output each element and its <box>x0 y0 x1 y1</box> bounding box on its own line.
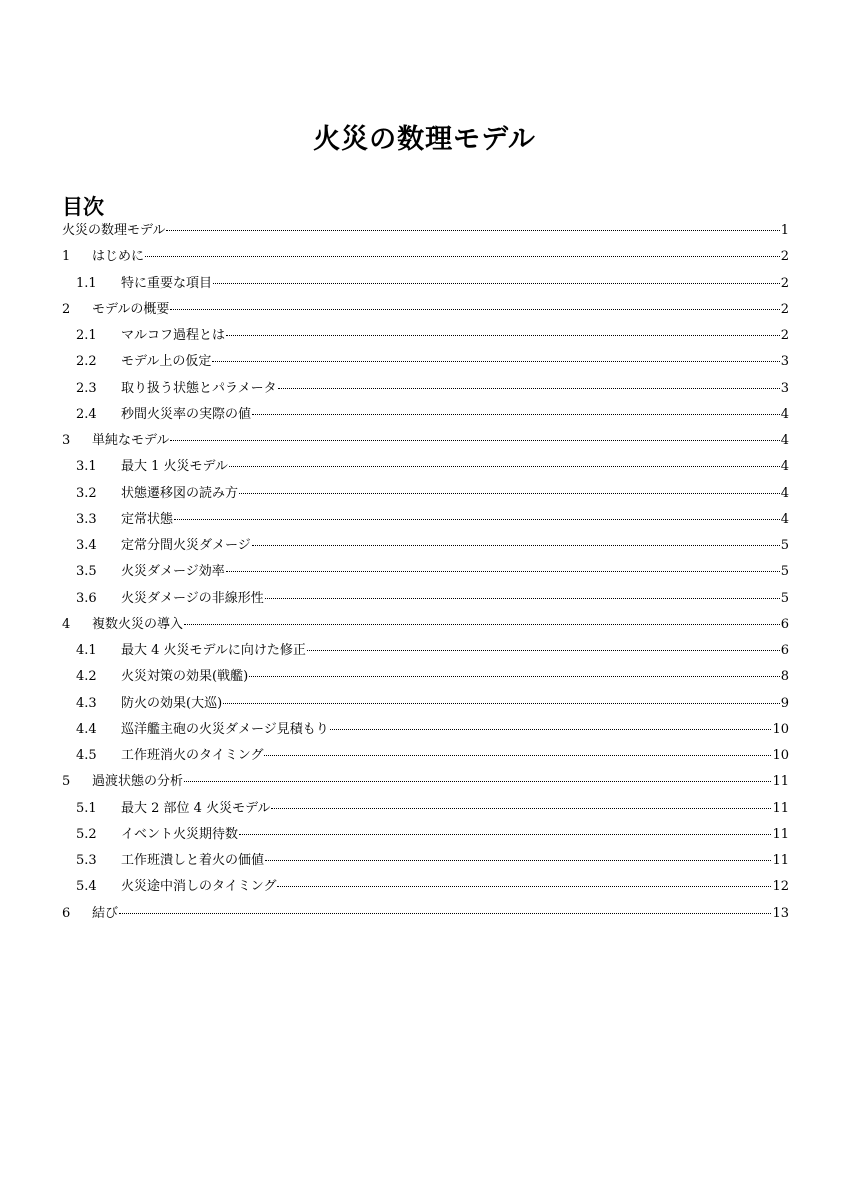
toc-dot-leader <box>277 885 771 887</box>
toc-entry[interactable] <box>62 428 789 454</box>
toc-entry-page-number[interactable]: 5 <box>780 538 789 553</box>
toc-dot-leader <box>265 597 780 599</box>
toc-entry-number: 2 <box>62 301 71 317</box>
toc-entry[interactable] <box>62 638 789 664</box>
toc-entry[interactable] <box>62 717 789 743</box>
toc-entry-title[interactable]: イベント火災期待数 <box>121 826 239 842</box>
toc-dot-leader <box>170 308 779 310</box>
toc-entry[interactable] <box>62 664 789 690</box>
toc-dot-leader <box>307 649 780 651</box>
toc-entry-number: 5.2 <box>76 826 97 842</box>
toc-entry-title[interactable]: 火災ダメージの非線形性 <box>121 590 264 606</box>
toc-entry-number: 1.1 <box>76 275 97 291</box>
toc-entry-number: 4.5 <box>76 748 97 763</box>
toc-dot-leader <box>184 623 780 625</box>
toc-entry-title[interactable]: はじめに <box>92 249 145 265</box>
toc-entry-title[interactable]: 定常分間火災ダメージ <box>121 538 251 553</box>
toc-entry-number: 3.6 <box>76 590 97 606</box>
toc-entry-page-number[interactable]: 4 <box>780 511 789 527</box>
toc-dot-leader <box>278 387 780 389</box>
toc-entry-page-number[interactable]: 9 <box>780 695 789 711</box>
toc-entry-page-number[interactable]: 10 <box>772 721 789 737</box>
toc-dot-leader <box>264 754 771 756</box>
toc-entry-number: 4.3 <box>76 695 97 711</box>
toc-entry-number: 1 <box>62 249 71 265</box>
toc-entry[interactable] <box>62 533 789 559</box>
toc-entry-title[interactable]: 最大 4 火災モデルに向けた修正 <box>121 643 306 658</box>
toc-entry-title[interactable]: 巡洋艦主砲の火災ダメージ見積もり <box>121 721 329 737</box>
toc-entry-title[interactable]: 結び <box>92 905 119 921</box>
toc-entry-page-number[interactable]: 3 <box>780 380 789 396</box>
toc-entry-page-number[interactable]: 4 <box>780 459 789 475</box>
toc-entry-page-number[interactable]: 2 <box>780 301 789 317</box>
toc-entry-number: 4.4 <box>76 721 97 737</box>
toc-entry-page-number[interactable]: 11 <box>772 853 789 868</box>
toc-entry-page-number[interactable]: 11 <box>772 800 789 816</box>
toc-entry-page-number[interactable]: 2 <box>780 275 789 291</box>
toc-dot-leader <box>174 518 780 520</box>
toc-entry-number: 4.1 <box>76 643 97 658</box>
toc-dot-leader <box>265 859 771 861</box>
toc-entry-title[interactable]: 取り扱う状態とパラメータ <box>121 380 277 396</box>
toc-dot-leader <box>213 282 780 284</box>
toc-entry-number: 5 <box>62 774 71 790</box>
toc-dot-leader <box>330 728 772 730</box>
toc-entry[interactable] <box>62 349 789 375</box>
toc-entry-page-number[interactable]: 11 <box>772 826 789 842</box>
toc-dot-leader <box>252 544 780 546</box>
toc-dot-leader <box>119 912 771 914</box>
toc-entry-page-number[interactable]: 4 <box>780 433 789 448</box>
toc-entry-page-number[interactable]: 8 <box>780 669 789 685</box>
toc-dot-leader <box>239 492 780 494</box>
toc-entry-page-number[interactable]: 2 <box>780 249 789 265</box>
toc-entry-title[interactable]: 秒間火災率の実際の値 <box>121 406 252 422</box>
toc-entry-title[interactable]: 火災ダメージ効率 <box>121 564 225 580</box>
toc-entry-number: 6 <box>62 905 71 921</box>
toc-dot-leader <box>229 465 780 467</box>
toc-entry-number: 5.4 <box>76 879 97 895</box>
toc-entry-number: 3.5 <box>76 564 97 580</box>
toc-entry-page-number[interactable]: 13 <box>772 905 789 921</box>
toc-entry-title[interactable]: 工作班消火のタイミング <box>121 748 264 763</box>
toc-entry-page-number[interactable]: 6 <box>780 616 789 632</box>
toc-entry[interactable] <box>62 901 789 927</box>
toc-entry-title[interactable]: 火災途中消しのタイミング <box>121 879 277 895</box>
toc-entry[interactable] <box>62 559 789 585</box>
toc-entry-page-number[interactable]: 1 <box>780 223 789 238</box>
toc-entry-page-number[interactable]: 6 <box>780 643 789 658</box>
toc-entry[interactable] <box>62 874 789 900</box>
toc-dot-leader <box>223 702 780 704</box>
toc-dot-leader <box>170 439 779 441</box>
toc-entry-number: 2.1 <box>76 328 97 343</box>
toc-entry-title[interactable]: モデルの概要 <box>92 301 170 317</box>
toc-entry[interactable] <box>62 769 789 795</box>
toc-entry-number: 3 <box>62 433 71 448</box>
toc-entry[interactable] <box>62 244 789 270</box>
toc-entry-title[interactable]: モデル上の仮定 <box>121 354 212 370</box>
toc-entry[interactable] <box>62 796 789 822</box>
toc-entry[interactable] <box>62 822 789 848</box>
toc-entry-number: 4 <box>62 616 71 632</box>
toc-entry[interactable] <box>62 402 789 428</box>
toc-entry-page-number[interactable]: 4 <box>780 406 789 422</box>
toc-entry-title[interactable]: 単純なモデル <box>92 433 170 448</box>
toc-heading: 目次 <box>62 195 104 220</box>
toc-entry-page-number[interactable]: 11 <box>772 774 789 790</box>
toc-entry-page-number[interactable]: 2 <box>780 328 789 343</box>
document-title: 火災の数理モデル <box>313 124 536 156</box>
toc-dot-leader <box>145 255 780 257</box>
toc-entry-page-number[interactable]: 12 <box>772 879 789 895</box>
toc-entry[interactable] <box>62 507 789 533</box>
toc-entry-title[interactable]: 特に重要な項目 <box>121 275 213 291</box>
toc-entry-number: 4.2 <box>76 669 97 685</box>
toc-dot-leader <box>184 780 771 782</box>
toc-entry[interactable] <box>62 323 789 349</box>
toc-entry-page-number[interactable]: 5 <box>780 590 789 606</box>
table-of-contents <box>62 218 789 927</box>
toc-entry-title[interactable]: 火災対策の効果(戦艦) <box>121 669 249 685</box>
toc-entry-number: 3.2 <box>76 485 97 501</box>
toc-entry-title[interactable]: 過渡状態の分析 <box>92 774 184 790</box>
toc-entry-title[interactable]: 防火の効果(大巡) <box>121 695 223 711</box>
toc-dot-leader <box>271 807 771 809</box>
toc-entry[interactable] <box>62 271 789 297</box>
toc-dot-leader <box>166 229 779 231</box>
toc-entry[interactable] <box>62 376 789 402</box>
toc-entry[interactable] <box>62 743 789 769</box>
toc-dot-leader <box>239 833 771 835</box>
toc-entry[interactable] <box>62 218 789 244</box>
toc-entry-number: 3.3 <box>76 511 97 527</box>
toc-dot-leader <box>226 334 780 336</box>
toc-entry-number: 2.2 <box>76 354 97 370</box>
toc-entry[interactable] <box>62 454 789 480</box>
toc-entry-title[interactable]: 最大 2 部位 4 火災モデル <box>121 800 271 816</box>
toc-dot-leader <box>249 675 780 677</box>
toc-entry-number: 2.3 <box>76 380 97 396</box>
toc-dot-leader <box>252 413 780 415</box>
toc-entry[interactable] <box>62 848 789 874</box>
toc-entry-title[interactable]: 状態遷移図の読み方 <box>121 485 239 501</box>
toc-entry-title[interactable]: 工作班潰しと着火の価値 <box>121 853 265 868</box>
toc-entry-number: 5.1 <box>76 800 97 816</box>
toc-entry[interactable] <box>62 586 789 612</box>
toc-entry-number: 5.3 <box>76 853 97 868</box>
toc-entry-page-number[interactable]: 5 <box>780 564 789 580</box>
toc-entry[interactable] <box>62 691 789 717</box>
toc-entry-title[interactable]: 定常状態 <box>121 511 174 527</box>
toc-entry[interactable] <box>62 481 789 507</box>
toc-entry-title[interactable]: 最大 1 火災モデル <box>121 459 228 475</box>
toc-entry-number: 3.4 <box>76 538 97 553</box>
toc-dot-leader <box>212 360 779 362</box>
toc-entry-page-number[interactable]: 4 <box>780 485 789 501</box>
toc-dot-leader <box>226 570 780 572</box>
toc-entry-number: 2.4 <box>76 406 97 422</box>
toc-entry-page-number[interactable]: 10 <box>772 748 789 763</box>
toc-entry-number: 3.1 <box>76 459 97 475</box>
toc-entry-title[interactable]: 火災の数理モデル <box>62 223 166 238</box>
toc-entry-title[interactable]: マルコフ過程とは <box>121 328 226 343</box>
toc-entry[interactable] <box>62 612 789 638</box>
toc-entry-title[interactable]: 複数火災の導入 <box>92 616 184 632</box>
toc-entry[interactable] <box>62 297 789 323</box>
toc-entry-page-number[interactable]: 3 <box>780 354 789 370</box>
